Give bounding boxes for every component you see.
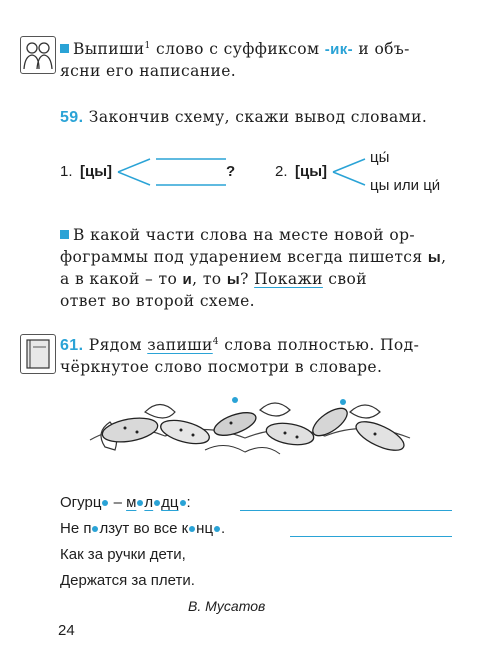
poem-text: Не п: [60, 520, 92, 537]
two-people-icon: [20, 36, 56, 74]
task-61-line2: чёркнутое слово посмотри в словаре.: [60, 358, 383, 376]
poem-text: –: [109, 494, 127, 511]
task-number: 61.: [60, 337, 84, 354]
extra-text: фограммы под ударением всегда пишется: [60, 248, 428, 266]
poem-text: :: [186, 494, 191, 511]
extra-text: В какой части слова на месте новой ор-: [73, 226, 416, 244]
poem-line1: [60, 494, 191, 511]
poem-line3: Как за ручки дети,: [60, 546, 186, 563]
extra-text: а в какой – то: [60, 270, 183, 288]
poem-text: дц: [161, 494, 179, 511]
letter-i: и: [182, 271, 193, 288]
task-59-heading: [60, 108, 427, 127]
footnote-mark: 1: [144, 40, 151, 51]
instruction-text: слово с суффиксом: [150, 40, 325, 58]
page-number: 24: [58, 622, 75, 639]
task-text: слова полностью. Под-: [218, 336, 420, 354]
extra-text: ,: [441, 248, 447, 266]
suffix-highlight: -ик-: [324, 41, 354, 58]
poem-line2: [60, 520, 225, 537]
footnote-mark: 4: [212, 336, 219, 347]
answer-line-1[interactable]: [240, 510, 452, 511]
poem-author: В. Мусатов: [188, 598, 266, 614]
scheme2-branches: [331, 150, 371, 194]
scheme2-sound: [цы]: [295, 163, 328, 180]
scheme1-question: ?: [226, 163, 236, 180]
answer-line-2[interactable]: [290, 536, 452, 537]
poem-text: л: [144, 494, 154, 511]
square-marker-icon: [60, 44, 69, 53]
task-61-heading: [60, 336, 419, 355]
cucumbers-illustration: [85, 392, 415, 462]
task-text: Закончив схему, скажи вывод словами.: [83, 108, 428, 126]
missing-letter-dot: [214, 526, 220, 532]
scheme1-label: 1.: [60, 163, 73, 180]
letter-y: ы: [226, 271, 241, 288]
missing-letter-dot: [180, 500, 186, 506]
missing-letter-dot: [102, 500, 108, 506]
instruction-verb: Выпиши: [73, 40, 145, 58]
poem-line4: Держатся за плети.: [60, 572, 195, 589]
square-marker-icon: [60, 230, 69, 239]
underlined-verb: Покажи: [254, 270, 323, 288]
task-top-line2: ясни его написание.: [60, 62, 237, 80]
task-text: Рядом: [83, 336, 148, 354]
missing-letter-dot: [189, 526, 195, 532]
extra-text: свой: [322, 270, 367, 288]
poem-text: Огурц: [60, 494, 102, 511]
instruction-text: и объ-: [353, 40, 410, 58]
letter-y: ы: [427, 249, 442, 266]
missing-letter-dot: [154, 500, 160, 506]
poem-text: .: [221, 520, 226, 537]
scheme2-label: 2.: [275, 163, 288, 180]
underlined-word: [126, 494, 186, 511]
extra-text: ?: [240, 270, 255, 288]
scheme1-sound: [цы]: [80, 163, 113, 180]
poem-text: м: [126, 494, 137, 511]
poem-text: лзут во все к: [99, 520, 189, 537]
extra-line1: [60, 226, 415, 244]
task-number: 59.: [60, 109, 84, 126]
extra-line4: ответ во второй схеме.: [60, 292, 255, 310]
extra-line2: [60, 248, 446, 266]
book-icon: [20, 334, 56, 374]
scheme2-bottom: цы или ци́: [370, 177, 441, 194]
task-top-line1: [60, 40, 410, 58]
missing-letter-dot: [92, 526, 98, 532]
scheme1-branches: [116, 150, 236, 194]
extra-text: , то: [192, 270, 227, 288]
missing-letter-dot: [137, 500, 143, 506]
underlined-verb: запиши: [147, 336, 213, 354]
poem-text: нц: [196, 520, 214, 537]
scheme2-top: цы́: [370, 149, 390, 166]
extra-line3: [60, 270, 367, 288]
